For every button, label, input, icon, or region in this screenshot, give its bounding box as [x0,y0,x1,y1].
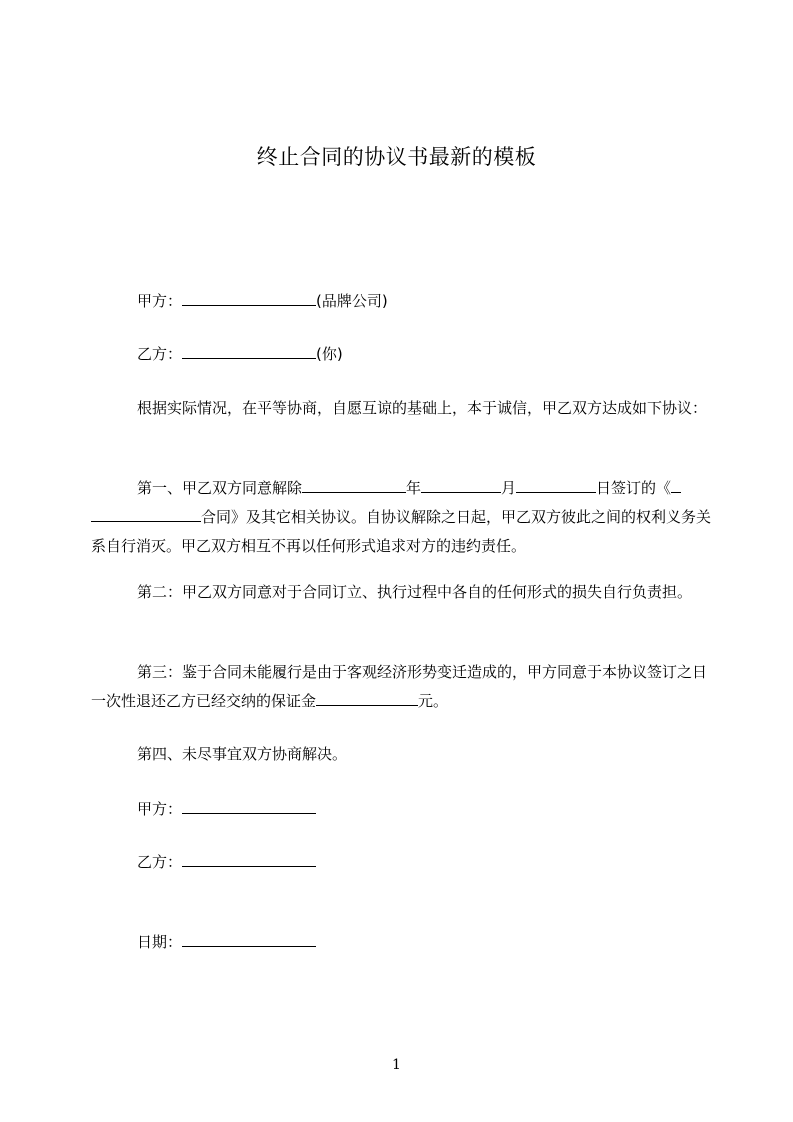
clause-3-text-b: 元。 [418,692,449,710]
clause-1-month-label: 月 [501,479,517,497]
signature-b-line [137,852,316,872]
clause-1-contract-blank-a[interactable] [671,478,681,493]
clause-1-text-a: 第一、甲乙双方同意解除 [137,479,303,497]
clause-2-paragraph: 第二：甲乙双方同意对于合同订立、执行过程中各自的任何形式的损失自行负责担。 [137,583,693,601]
date-line [137,932,316,952]
clause-1-day-blank[interactable] [516,478,596,493]
clause-1-text-c: 合同》及其它相关协议。自协议解除之日起，甲乙双方彼此之间的权利义务关系自行消灭。甲乙双方相互不再以任何形式追求对方的违约责任。 [91,508,712,555]
clause-3-text-a: 第三：鉴于合同未能履行是由于客观经济形势变迁造成的，甲方同意于本协议签订之日一次性退还乙方已经交纳的保证金 [91,663,708,710]
date-blank[interactable] [182,932,316,947]
intro-paragraph: 根据实际情况，在平等协商，自愿互谅的基础上，本于诚信，甲乙双方达成如下协议： [137,399,708,417]
party-b-label: 乙方： [137,345,183,363]
clause-1-month-blank[interactable] [421,478,501,493]
clause-1-text-b: 日签订的《 [596,479,672,497]
signature-a-blank[interactable] [182,799,316,814]
party-b-blank[interactable] [182,344,316,359]
document-title: 终止合同的协议书最新的模板 [256,145,537,169]
signature-a-label: 甲方： [137,800,183,818]
signature-a-line [137,799,316,819]
page-number: 1 [392,1057,401,1073]
clause-3-paragraph [91,658,711,716]
clause-1-year-blank[interactable] [302,478,406,493]
signature-b-blank[interactable] [182,852,316,867]
clause-1-year-label: 年 [406,479,422,497]
party-a-line [137,291,388,311]
party-a-blank[interactable] [182,291,316,306]
party-b-line [137,344,343,364]
date-label: 日期： [137,933,183,951]
party-b-note: (你) [316,345,343,363]
party-a-label: 甲方： [137,292,183,310]
party-a-note: (品牌公司) [316,292,388,310]
clause-1-contract-blank-b[interactable] [91,507,201,522]
deposit-amount-blank[interactable] [316,691,418,706]
signature-b-label: 乙方： [137,853,183,871]
clause-1-paragraph [91,474,711,561]
clause-4-line: 第四、未尽事宜双方协商解决。 [137,745,348,763]
